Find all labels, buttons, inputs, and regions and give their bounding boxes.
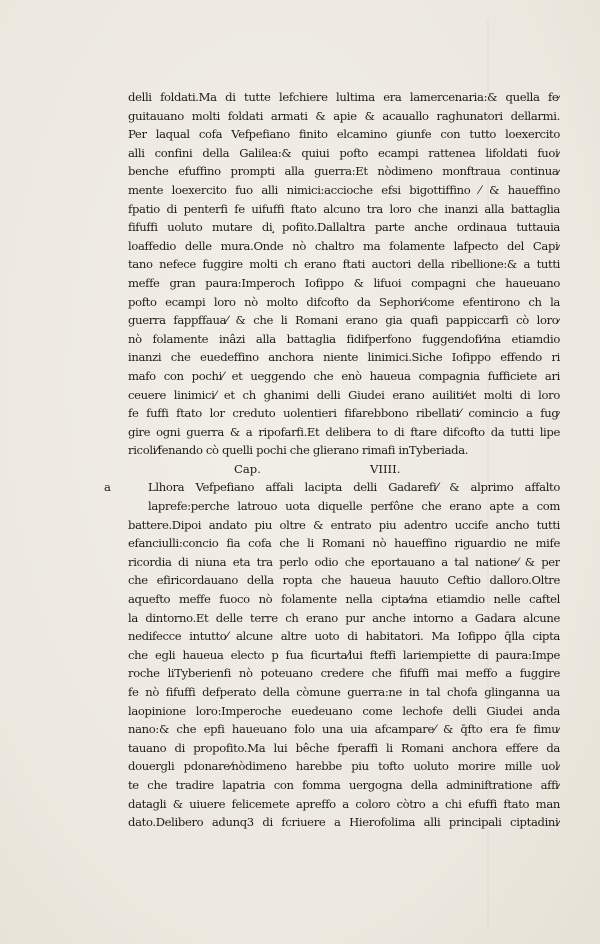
text-line-content: Llhora Vefpefiano affali lacipta delli Gadarefi⁄ & alprimo affalto bbox=[148, 480, 560, 495]
text-line: meffe gran paura:Imperoch Iofippo & lifuoi compagni che haueuano bbox=[128, 275, 560, 290]
text-line: efanciulli:concio fia cofa che li Romani nò haueffino riguardio ne mife bbox=[128, 536, 560, 551]
text-line: guerra fappffaua⁄ & che li Romani erano gia quafi pappiccarfi cò loro⁄ bbox=[128, 313, 560, 328]
text-line: ceuere linimici⁄ et ch ghanimi delli Giudei erano auiliti⁄et molti di loro bbox=[128, 387, 560, 402]
text-line: pofto ecampi loro nò molto difcofto da Sephori⁄come efentirono ch la bbox=[128, 294, 560, 309]
text-line: fe fuffi ftato lor creduto uolentieri fifarebbono ribellati⁄ comincio a fug⁄ bbox=[128, 406, 560, 421]
chapter-number: VIIII. bbox=[370, 461, 401, 476]
text-line: alli confini della Galilea:& quiui pofto ecampi rattenea lifoldati fuoi⁄ bbox=[128, 145, 560, 160]
text-line: ricoli⁄fenando cò quelli pochi che glierano rimafi inTyberiada. bbox=[128, 443, 469, 458]
text-line: gire ogni guerra & a ripofarfi.Et delibera to di ftare difcofto da tutti lipe bbox=[128, 424, 560, 439]
text-line: nò folamente inâzi alla battaglia fidifperfono fuggendofi⁄ma etiamdio bbox=[128, 331, 560, 346]
text-line: dato.Delibero adunq3 di fcriuere a Hierofolima alli principali ciptadini⁄ bbox=[128, 815, 560, 830]
text-line: delli foldati.Ma di tutte lefchiere lultima era lamercenaria:& quella fe⁄ bbox=[128, 90, 560, 104]
text-line: la dintorno.Et delle terre ch erano pur anche intorno a Gadara alcune bbox=[128, 610, 560, 625]
text-block bbox=[104, 88, 560, 832]
text-line: battere.Dipoi andato piu oltre & entrato piu adentro uccife ancho tutti bbox=[128, 517, 560, 532]
text-line: inanzi che euedeffino anchora niente linimici.Siche Iofippo effendo ri bbox=[128, 350, 560, 365]
text-line: roche liTyberienfi nò poteuano credere che fifuffi mai meffo a fuggire bbox=[128, 666, 560, 681]
text-line: fe nò fifuffi defperato della còmune guerra:ne in tal chofa glinganna ua bbox=[128, 685, 560, 699]
guide-letter: a bbox=[104, 480, 111, 495]
text-line: te che tradire lapatria con fomma uergogna della adminiftratione affi⁄ bbox=[128, 777, 560, 792]
text-line: guitauano molti foldati armati & apie & acauallo raghunatori dellarmi. bbox=[128, 108, 560, 123]
text-line: nano:& che epfi haueuano folo una uia afcampare⁄ & q̄fto era fe fimu⁄ bbox=[128, 722, 560, 737]
chapter-label: Cap. bbox=[234, 461, 261, 476]
text-line: Per laqual cofa Vefpefiano finito elcamino giunfe con tutto loexercito bbox=[128, 127, 560, 142]
text-line: mente loexercito fuo alli nimici:accioche efsi bigottiffino ⁄ & haueffino bbox=[128, 182, 560, 197]
text-line: benche efuffino prompti alla guerra:Et nòdimeno monftraua continua⁄ bbox=[128, 164, 560, 179]
text-line: douergli pdonare⁄nòdimeno harebbe piu tofto uoluto morire mille uol⁄ bbox=[128, 759, 560, 774]
text-line: che efiricordauano della ropta che haueua hauuto Ceftio dalloro.Oltre bbox=[128, 573, 560, 588]
text-line: laopinione loro:Imperoche euedeuano come lechofe delli Giudei anda bbox=[128, 703, 560, 718]
text-line: nedifecce intutto⁄ alcune altre uoto di habitatori. Ma Iofippo q̄lla cipta bbox=[128, 629, 560, 644]
text-line: fpatio di penterfi fe uifuffi ftato alcuno tra loro che inanzi alla battaglia bbox=[128, 201, 560, 216]
text-line: che egli haueua electo p fua ficurta⁄lui fteffi lariempiette di paura:Impe bbox=[128, 647, 560, 662]
text-line: laprefe:perche latrouo uota diquelle perfône che erano apte a com bbox=[148, 499, 560, 514]
text-line: tauano di propofito.Ma lui bêche fperaffi li Romani anchora effere da bbox=[128, 740, 560, 755]
text-line: mafo con pochi⁄ et ueggendo che enò haueua compagnia fufficiete ari bbox=[128, 368, 560, 383]
paragraph-chapter-9 bbox=[104, 478, 560, 831]
text-line: fifuffi uoluto mutare di ̧pofito.Dallaltra parte anche ordinaua tuttauia bbox=[128, 220, 560, 235]
text-line: tano nefece fuggire molti ch erano ftati auctori della ribellione:& a tutti bbox=[128, 257, 560, 272]
chapter-heading bbox=[128, 460, 560, 479]
paragraph-previous-chapter bbox=[128, 88, 560, 460]
text-line: ricordia di niuna eta tra perlo odio che eportauano a tal natione⁄ & per bbox=[128, 554, 560, 569]
text-line: loaffedio delle mura.Onde nò chaltro ma folamente lafpecto del Capi⁄ bbox=[128, 238, 560, 253]
text-line bbox=[104, 478, 560, 497]
text-line: datagli & uiuere felicemete apreffo a coloro còtro a chi efuffi ftato man bbox=[128, 796, 560, 811]
text-line: aquefto meffe fuoco nò folamente nella cipta⁄ma etiamdio nelle caftel bbox=[128, 592, 560, 607]
